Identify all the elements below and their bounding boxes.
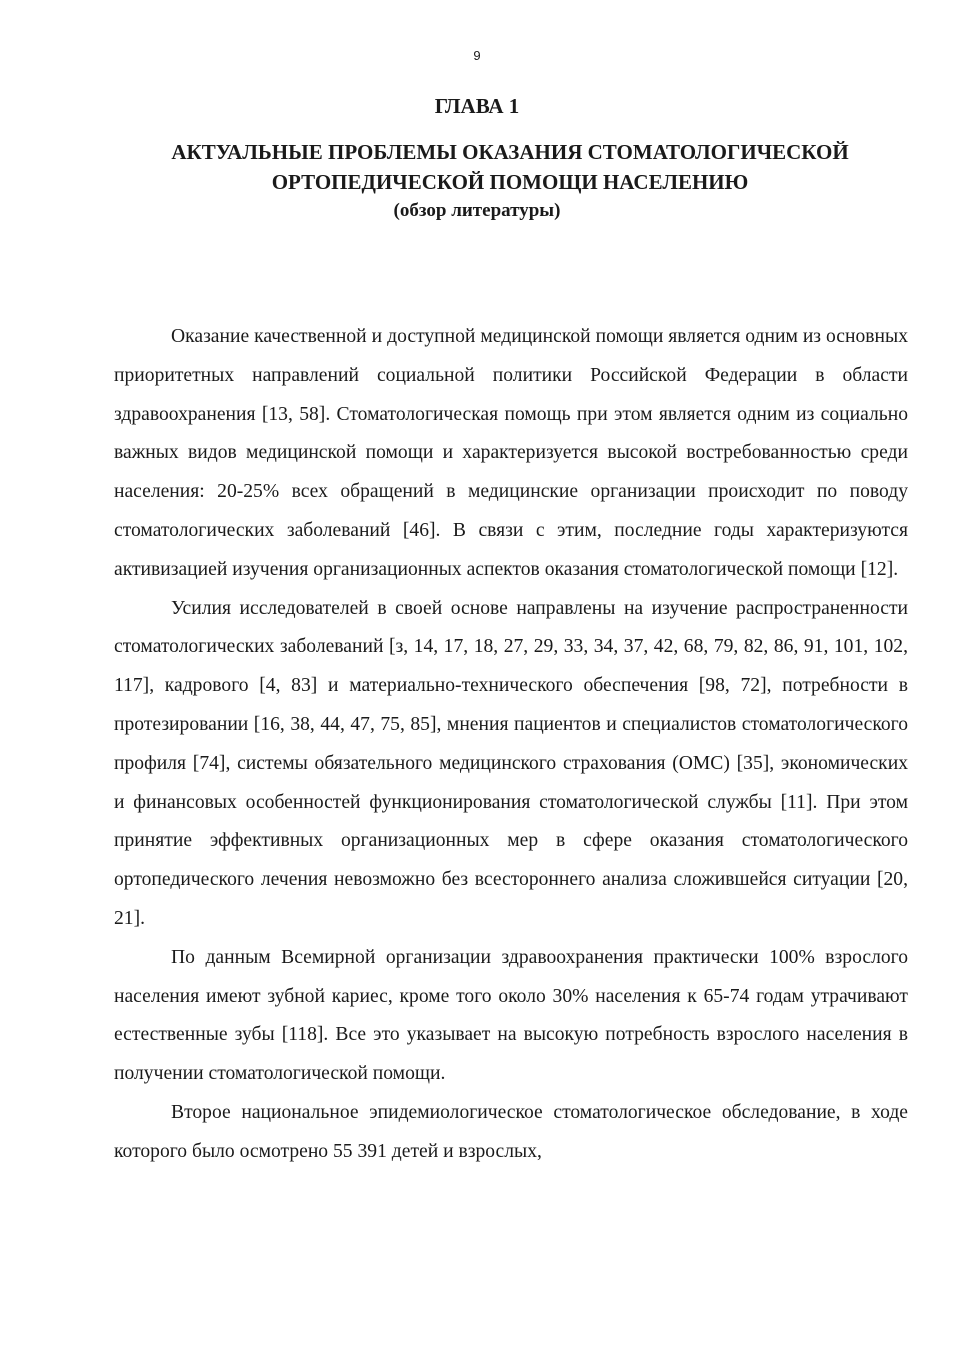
- chapter-title-line-1: АКТУАЛЬНЫЕ ПРОБЛЕМЫ ОКАЗАНИЯ СТОМАТОЛОГИЧЕСКОЙ: [171, 140, 849, 164]
- paragraph: Второе национальное эпидемиологическое стоматологическое обследование, в ходе которого было осмотрено 55 391 детей и взрослых,: [114, 1101, 908, 1162]
- chapter-subtitle: (обзор литературы): [393, 200, 561, 221]
- chapter-heading: ГЛАВА 1: [434, 94, 520, 118]
- paragraph: По данным Всемирной организации здравоохранения практически 100% взрослого населения имеют зубной кариес, кроме того около 30% населения к 65-74 годам утрачивают естественные зубы [118]. Все это указывает на высокую потребность взрослого населения в получении стоматологической помощи.: [114, 946, 908, 1085]
- body-text: [114, 318, 908, 1172]
- page-number: 9: [473, 48, 481, 63]
- paragraph: Усилия исследователей в своей основе направлены на изучение распространенности стоматологических заболеваний [з, 14, 17, 18, 27, 29, 33, 34, 37, 42, 68, 79, 82, 86, 91, 101, 102, 117], кадрового [4, 83] и материально-технического обеспечения [98, 72], потребности в протезировании [16, 38, 44, 47, 75, 85], мнения пациентов и специалистов стоматологического профиля [74], системы обязательного медицинского страхования (ОМС) [35], экономических и финансовых особенностей функционирования стоматологической службы [11]. При этом принятие эффективных организационных мер в сфере оказания стоматологического ортопедического лечения невозможно без всестороннего анализа сложившейся ситуации [20, 21].: [114, 597, 908, 929]
- paragraph: Оказание качественной и доступной медицинской помощи является одним из основных приоритетных направлений социальной политики Российской Федерации в области здравоохранения [13, 58]. Стоматологическая помощь при этом является одним из социально важных видов медицинской помощи и характеризуется высокой востребованностью среди населения: 20-25% всех обращений в медицинские организации происходит по поводу стоматологических заболеваний [46]. В связи с этим, последние годы характеризуются активизацией изучения организационных аспектов оказания стоматологической помощи [12].: [114, 326, 908, 580]
- chapter-title: [60, 137, 954, 197]
- chapter-title-line-2: ОРТОПЕДИЧЕСКОЙ ПОМОЩИ НАСЕЛЕНИЮ: [271, 170, 749, 194]
